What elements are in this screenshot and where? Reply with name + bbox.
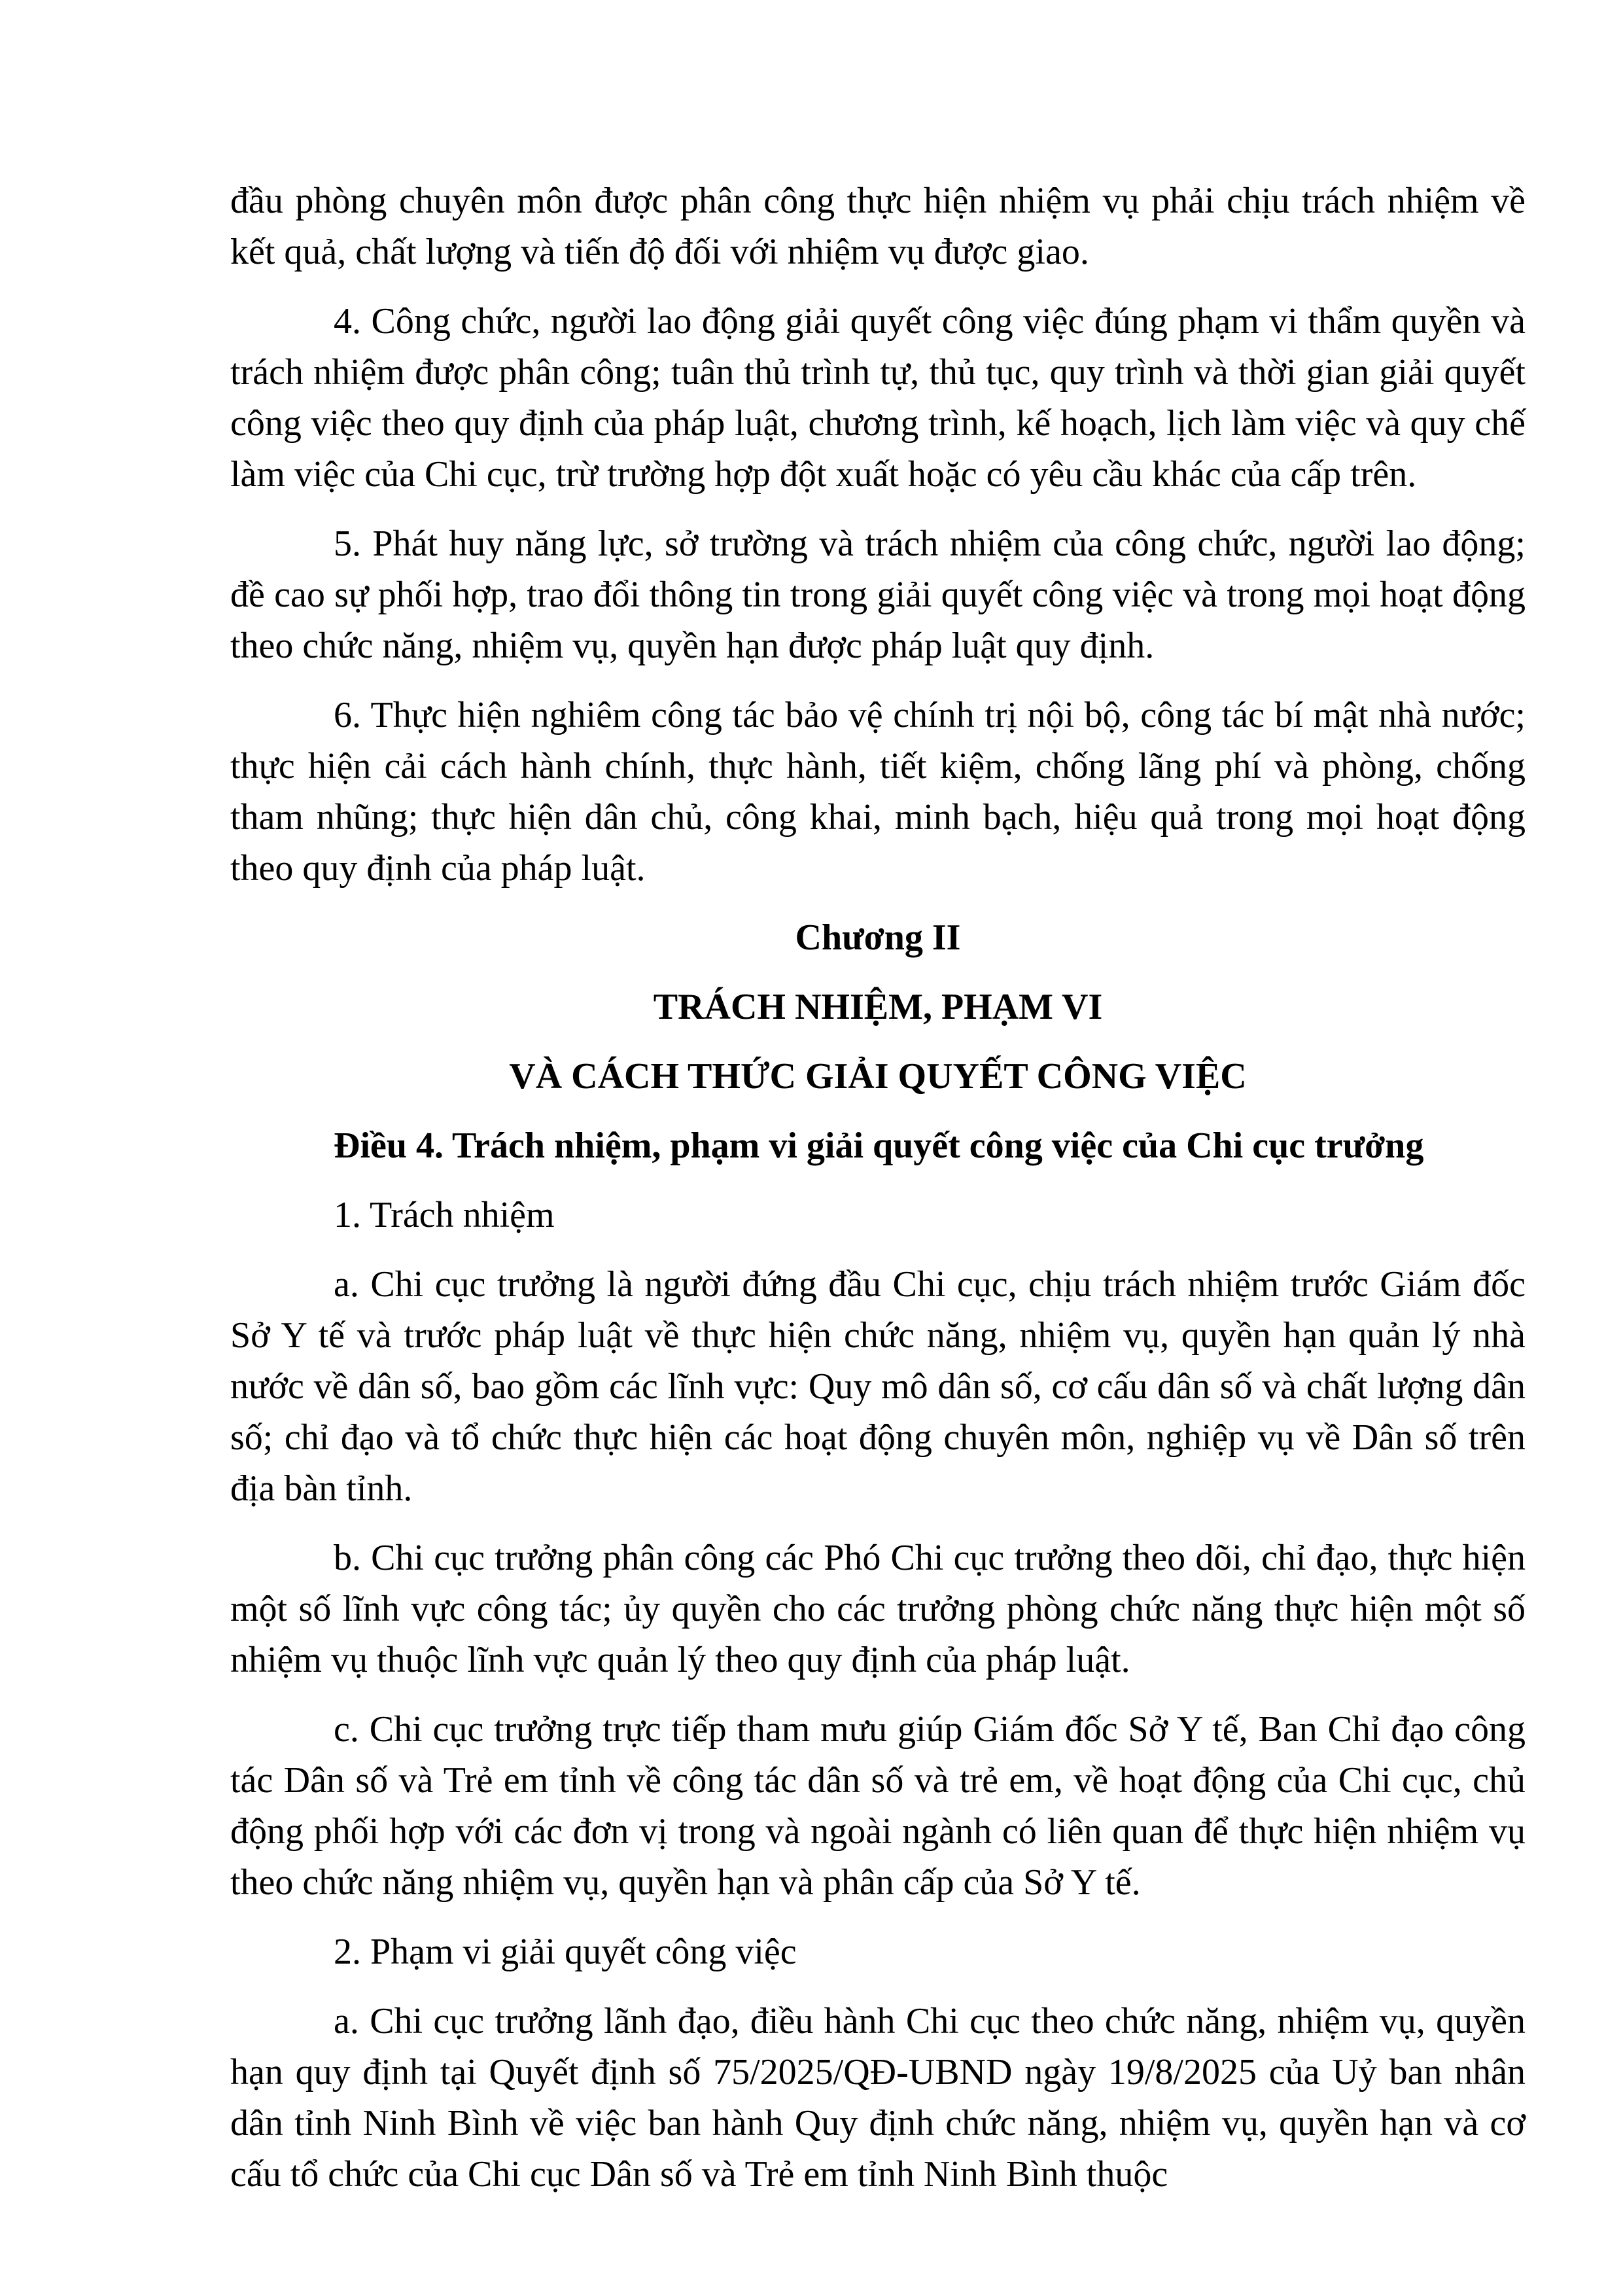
document-content — [230, 175, 1526, 2218]
paragraph-1a: a. Chi cục trưởng là người đứng đầu Chi cục, chịu trách nhiệm trước Giám đốc Sở Y tế và trước pháp luật về thực hiện chức năng, nhiệm vụ, quyền hạn quản lý nhà nước về dân số, bao gồm các lĩnh vực: Quy mô dân số, cơ cấu dân số và chất lượng dân số; chỉ đạo và tổ chức thực hiện các hoạt động chuyên môn, nghiệp vụ về Dân số trên địa bàn tỉnh. — [230, 1264, 1526, 1509]
paragraph-item-4: 4. Công chức, người lao động giải quyết công việc đúng phạm vi thẩm quyền và trách nhiệm được phân công; tuân thủ trình tự, thủ tục, quy trình và thời gian giải quyết công việc theo quy định của pháp luật, chương trình, kế hoạch, lịch làm việc và quy chế làm việc của Chi cục, trừ trường hợp đột xuất hoặc có yêu cầu khác của cấp trên. — [230, 301, 1526, 495]
article-4-heading: Điều 4. Trách nhiệm, phạm vi giải quyết công việc của Chi cục trưởng — [334, 1125, 1424, 1166]
paragraph-item-6: 6. Thực hiện nghiêm công tác bảo vệ chính trị nội bộ, công tác bí mật nhà nước; thực hiện cải cách hành chính, thực hành, tiết kiệm, chống lãng phí và phòng, chống tham nhũng; thực hiện dân chủ, công khai, minh bạch, hiệu quả trong mọi hoạt động theo quy định của pháp luật. — [230, 695, 1526, 889]
chapter-number-heading: Chương II — [795, 917, 961, 958]
chapter-title-line-2: VÀ CÁCH THỨC GIẢI QUYẾT CÔNG VIỆC — [509, 1056, 1247, 1097]
paragraph-item-5: 5. Phát huy năng lực, sở trường và trách nhiệm của công chức, người lao động; đề cao sự phối hợp, trao đổi thông tin trong giải quyết công việc và trong mọi hoạt động theo chức năng, nhiệm vụ, quyền hạn được pháp luật quy định. — [230, 523, 1526, 666]
paragraph-2a: a. Chi cục trưởng lãnh đạo, điều hành Chi cục theo chức năng, nhiệm vụ, quyền hạn quy định tại Quyết định số 75/2025/QĐ-UBND ngày 19/8/2025 của Uỷ ban nhân dân tỉnh Ninh Bình về việc ban hành Quy định chức năng, nhiệm vụ, quyền hạn và cơ cấu tổ chức của Chi cục Dân số và Trẻ em tỉnh Ninh Bình thuộc — [230, 2001, 1526, 2195]
section-1-responsibility-heading: 1. Trách nhiệm — [334, 1195, 555, 1235]
section-2-scope-heading: 2. Phạm vi giải quyết công việc — [334, 1932, 797, 1972]
paragraph-1c: c. Chi cục trưởng trực tiếp tham mưu giúp Giám đốc Sở Y tế, Ban Chỉ đạo công tác Dân số và Trẻ em tỉnh về công tác dân số và trẻ em, về hoạt động của Chi cục, chủ động phối hợp với các đơn vị trong và ngoài ngành có liên quan để thực hiện nhiệm vụ theo chức năng nhiệm vụ, quyền hạn và phân cấp của Sở Y tế. — [230, 1709, 1526, 1903]
paragraph-1b: b. Chi cục trưởng phân công các Phó Chi cục trưởng theo dõi, chỉ đạo, thực hiện một số lĩnh vực công tác; ủy quyền cho các trưởng phòng chức năng thực hiện một số nhiệm vụ thuộc lĩnh vực quản lý theo quy định của pháp luật. — [230, 1538, 1526, 1680]
chapter-title-line-1: TRÁCH NHIỆM, PHẠM VI — [653, 987, 1103, 1027]
paragraph-continuation: đầu phòng chuyên môn được phân công thực hiện nhiệm vụ phải chịu trách nhiệm về kết quả, chất lượng và tiến độ đối với nhiệm vụ được giao. — [230, 181, 1526, 272]
